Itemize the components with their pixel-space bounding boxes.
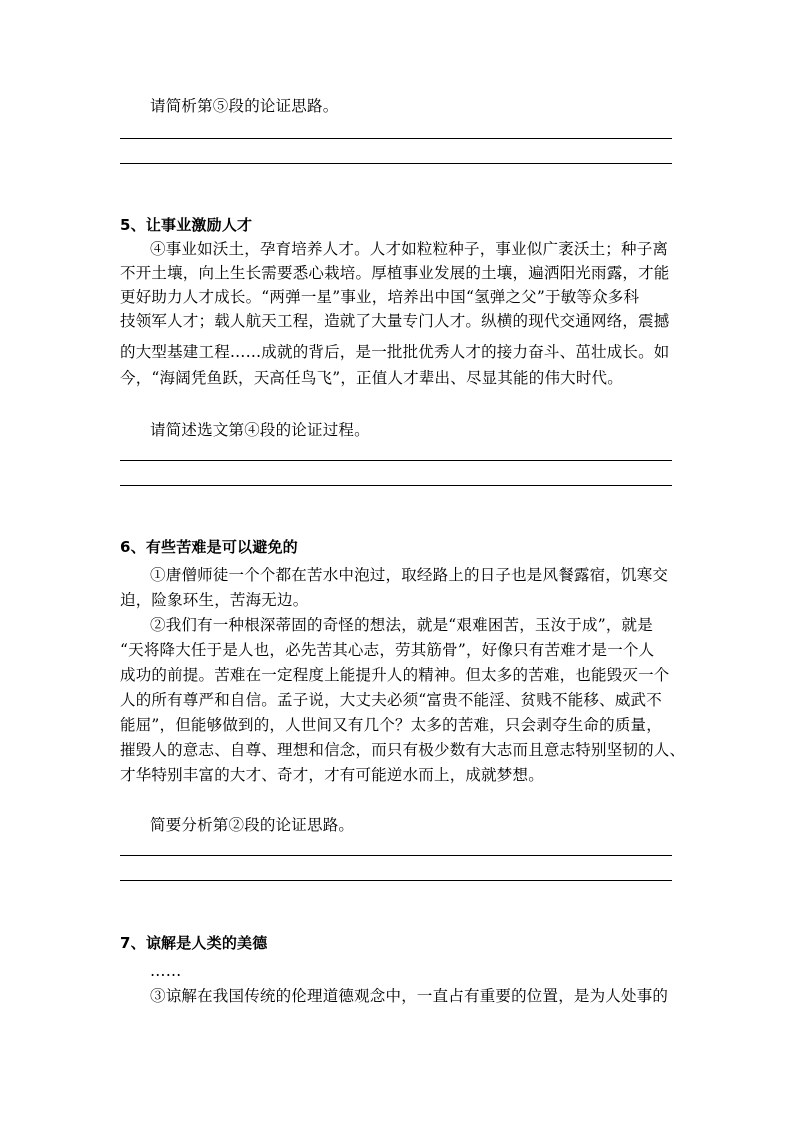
paragraph-line: 摧毁人的意志、自尊、理想和信念，而只有极少数有大志而且意志特别坚韧的人、 [120, 741, 686, 759]
answer-line [120, 138, 672, 139]
question-prompt: 请简述选文第④段的论证过程。 [150, 421, 370, 439]
answer-line [120, 855, 672, 856]
paragraph-line: ③谅解在我国传统的伦理道德观念中，一直占有重要的位置，是为人处事的 [150, 987, 669, 1005]
paragraph-line: 人的所有尊严和自信。孟子说，大丈夫必须“富贵不能淫、贫贱不能移、威武不 [120, 691, 662, 709]
question-prompt: 简要分析第②段的论证思路。 [150, 816, 355, 834]
paragraph-line: 的大型基建工程……成就的背后，是一批批优秀人才的接力奋斗、茁壮成长。如 [120, 343, 670, 361]
question-prompt: 请简析第⑤段的论证思路。 [150, 97, 339, 115]
paragraph-line: 迫，险象环生，苦海无边。 [120, 591, 309, 609]
paragraph-line: 今，“海阔凭鱼跃，天高任鸟飞”，正值人才辈出、尽显其能的伟大时代。 [120, 369, 623, 387]
section-heading: 6、有些苦难是可以避免的 [120, 538, 298, 556]
paragraph-line: 成功的前提。苦难在一定程度上能提升人的精神。但太多的苦难，也能毁灭一个 [120, 666, 670, 684]
answer-line [120, 460, 672, 461]
paragraph-line: 不开土壤，向上生长需要悉心栽培。厚植事业发展的土壤，遍洒阳光雨露，才能 [120, 264, 670, 282]
paragraph-line: 更好助力人才成长。“两弹一星”事业，培养出中国“氢弹之父”于敏等众多科 [120, 288, 640, 306]
paragraph-line: 才华特别丰富的大才、奇才，才有可能逆水而上，成就梦想。 [120, 766, 544, 784]
answer-line [120, 163, 672, 164]
ellipsis-text: …… [150, 962, 182, 980]
paragraph-line: 技领军人才；载人航天工程，造就了大量专门人才。纵横的现代交通网络，震撼 [120, 312, 670, 330]
paragraph-line: ④事业如沃土，孕育培养人才。人才如粒粒种子，事业似广袤沃土；种子离 [150, 240, 669, 258]
section-heading: 5、让事业激励人才 [120, 216, 253, 234]
answer-line [120, 880, 672, 881]
paragraph-line: ①唐僧师徒一个个都在苦水中泡过，取经路上的日子也是风餐露宿，饥寒交 [150, 566, 669, 584]
section-heading: 7、谅解是人类的美德 [120, 934, 268, 952]
paragraph-line: ②我们有一种根深蒂固的奇怪的想法，就是“艰难困苦，玉汝于成”，就是 [150, 616, 653, 634]
paragraph-line: 能屈”，但能够做到的，人世间又有几个？太多的苦难，只会剥夺生命的质量， [120, 716, 662, 734]
answer-line [120, 485, 672, 486]
paragraph-line: “天将降大任于是人也，必先苦其心志，劳其筋骨”，好像只有苦难才是一个人 [120, 641, 655, 659]
